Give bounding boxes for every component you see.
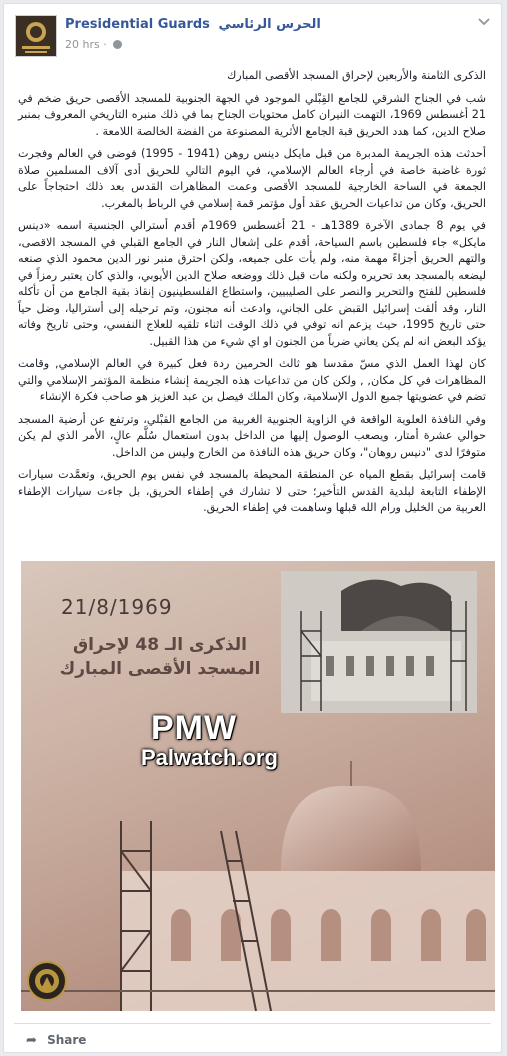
post-meta	[65, 38, 122, 51]
post-paragraph: قامت إسرائيل بقطع المياه عن المنطقة المحيطة بالمسجد في نفس يوم الحريق، وتعمَّدت سيارات الإطفاء التابعة لبلدية القدس التأخير؛ حتى لا تشارك في إطفاء الحريق، بل جاءت سيارات الإطفاء العربية من الخليل ورام الله قبلها وساهمت في إطفاء الحريق.	[18, 468, 486, 514]
watermark-sub: Palwatch.org	[141, 745, 278, 770]
post-paragraph: شب في الجناح الشرقي للجامع القِبْلي الموجود في الجهة الجنوبية للمسجد الأقصى حريق ضخم في 21 أغسطس 1969، التهمت النيران كامل محتويات الجناح بما في ذلك منبره التاريخي المعروف بمنبر صلاح الدين، كما هدد الحريق قبة الجامع الأثرية المصنوعة من الفضة الخالصة اللامعة .	[18, 91, 486, 138]
share-icon: ➦	[26, 1033, 37, 1048]
post-timestamp[interactable]: 20 hrs	[65, 38, 100, 51]
globe-icon	[113, 40, 122, 49]
post-paragraph: في يوم 8 جمادى الآخرة 1389هـ - 21 أغسطس 1969م أقدم أسترالي الجنسية اسمه «دينس مايكل» جاء فلسطين باسم السياحة، أقدم على إشعال النار في الجامع القبلي في المسجد الاقصى، والتهم الحريق أجزاءً مهمة منه، ولم يأت على جميعه، ولكن احترق منبر نور الدين محمود الذي صنعه ليضعه بالمسجد بعد تحريره ولكنه مات قبل ذلك ووضعه صلاح الدين الأيوبي، والذي كان يعتبر رمزاً في فلسطين للفتح والتحرير والنصر على الصليبيين، واستطاع الفلسطينيون إنقاذ بقية الجامع من أن تأكله النار، وقد ألقت إسرائيل القبض على الجاني، وادعت أنه مجنون، وتم ترحيله إلى أستراليا، وضل حياً حتى تاريخ 1995، حيث يزعم انه توفي في ذلك الوقت اثناء تلقيه للعلاج النفسي، وحتى تاريخ وفاته يؤكد البعض انه لم يكن يعاني ضرباً من الجنون او اي شيء من هذا القبيل.	[18, 219, 487, 348]
page-avatar[interactable]	[15, 15, 57, 57]
dome-illustration	[21, 761, 495, 1011]
share-button[interactable]	[26, 1033, 86, 1048]
post-text	[18, 68, 486, 523]
meta-separator: ·	[103, 38, 107, 51]
image-title	[35, 633, 285, 681]
post-paragraph-title: الذكرى الثامنة والأربعين لإحراق المسجد الأقصى المبارك	[227, 69, 486, 82]
historic-photo	[281, 571, 477, 713]
page-name-ar[interactable]: الحرس الرئاسي	[218, 17, 321, 32]
page-name[interactable]	[65, 17, 321, 32]
image-title-line1: الذكرى الـ 48 لإحراق	[72, 635, 248, 655]
image-title-line2: المسجد الأقصى المبارك	[59, 659, 261, 679]
guards-emblem-logo	[27, 961, 67, 1001]
share-label: Share	[47, 1033, 87, 1047]
page-name-en[interactable]: Presidential Guards	[65, 17, 210, 32]
post-paragraph: كان لهذا العمل الذي مسّ مقدسا هو ثالث الحرمين ردة فعل كبيرة في العالم الإسلامي, وقامت المظاهرات في كل مكان, , ولكن كان من تداعيات هذه الجريمة إنشاء منظمة المؤتمر الإسلامي والتي تضم في عضويتها جميع الدول الإسلامية، وكان الملك فيصل بن عبد العزيز هو صاحب فكرة الإنشاء	[18, 357, 486, 403]
image-date: 21/8/1969	[61, 595, 173, 619]
chevron-down-icon[interactable]	[477, 16, 491, 26]
post-paragraph: وفي النافذة العلوية الواقعة في الزاوية الجنوبية الغربية من الجامع القبْلي، وترتفع عن أرضية المسجد حوالي عشرة أمتار، ويصعب الوصول إليها من الداخل بدون استعمال سُلَّم عالٍ، الأمر الذي لم يكن متوفرًا لدى "دنيس روهان"، وكان حريق هذه النافذة من الخارج وليس من الداخل.	[18, 412, 486, 459]
post-paragraph: أحدثت هذه الجريمة المدبرة من قبل مايكل دينس روهن (1941 - 1995) فوضى في العالم وفجرت ثورة غاضبة خاصة في أرجاء العالم الإسلامي، في اليوم التالي للحريق أدى آلاف المسلمين صلاة الجمعة في الساحة الخارجية للمسجد الأقصى وعمت المظاهرات القدس بعد ذلك احتجاجاً على الحريق، وكان من تداعيات الحريق عقد أول مؤتمر قمة إسلامي في الرباط بالمغرب.	[18, 147, 486, 210]
watermark-main: PMW	[151, 709, 238, 747]
post-image[interactable]	[21, 561, 495, 1011]
post-card	[3, 3, 502, 1053]
footer-divider	[14, 1023, 491, 1024]
